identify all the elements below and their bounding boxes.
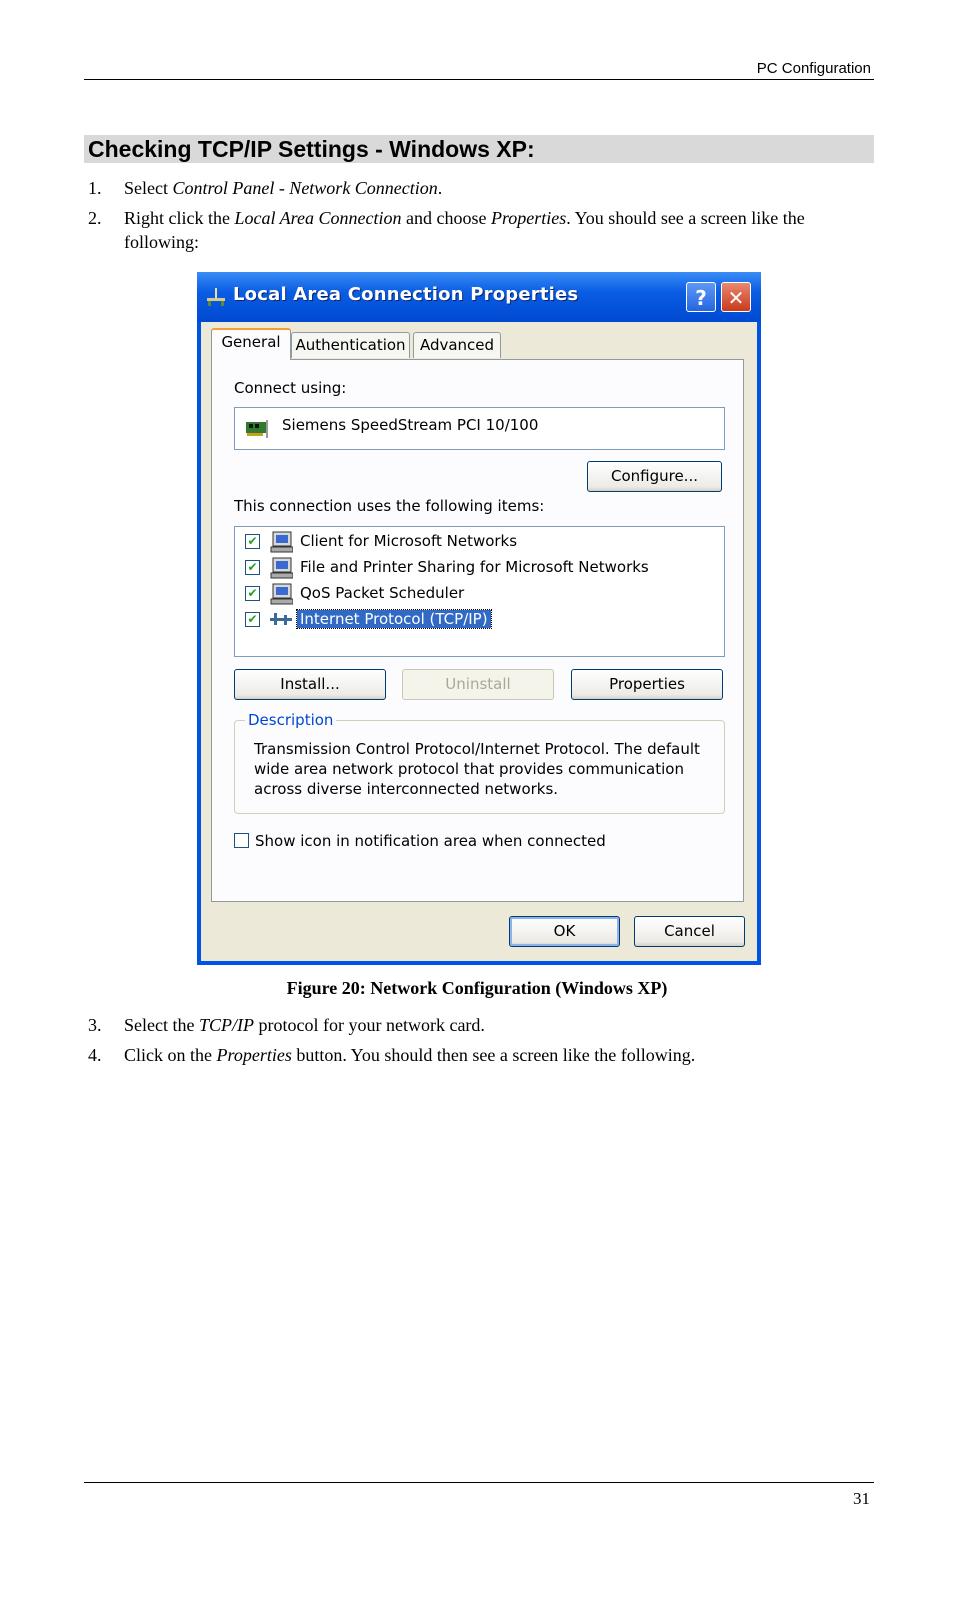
close-button[interactable]: ✕ xyxy=(721,282,751,312)
configure-button[interactable]: Configure... xyxy=(587,461,722,492)
section-title-text: Checking TCP/IP Settings - Windows XP: xyxy=(88,136,535,162)
file-printer-sharing-icon xyxy=(269,557,293,579)
help-button[interactable]: ? xyxy=(686,282,716,312)
page-header xyxy=(84,58,874,80)
adapter-name: Siemens SpeedStream PCI 10/100 xyxy=(282,416,539,434)
notify-option[interactable] xyxy=(234,830,606,850)
properties-button[interactable]: Properties xyxy=(571,669,723,700)
tab-authentication[interactable]: Authentication xyxy=(291,332,410,358)
list-item[interactable] xyxy=(245,557,715,579)
step-3 xyxy=(88,1013,858,1037)
page-number: 31 xyxy=(853,1489,870,1508)
item-label-selected: Internet Protocol (TCP/IP) xyxy=(297,610,491,628)
item-checkbox[interactable]: ✔ xyxy=(245,534,260,549)
item-checkbox[interactable]: ✔ xyxy=(245,560,260,575)
network-connection-icon xyxy=(205,286,227,308)
page-footer xyxy=(84,1482,874,1508)
tab-advanced[interactable]: Advanced xyxy=(413,332,501,358)
items-label: This connection uses the following items: xyxy=(234,497,545,515)
step-1 xyxy=(88,176,858,200)
install-button[interactable]: Install... xyxy=(234,669,386,700)
notify-label: Show icon in notification area when connected xyxy=(255,831,606,850)
lan-properties-dialog xyxy=(197,272,761,965)
item-label: File and Printer Sharing for Microsoft Networks xyxy=(300,558,649,576)
step-text: Right click the Local Area Connection and choose Properties. You should see a screen like the following: xyxy=(124,208,805,252)
step-number: 1. xyxy=(88,178,102,198)
list-item[interactable] xyxy=(245,583,715,605)
step-number: 2. xyxy=(88,208,102,228)
item-label: QoS Packet Scheduler xyxy=(300,584,465,602)
dialog-titlebar[interactable] xyxy=(197,272,761,322)
dialog-title: Local Area Connection Properties xyxy=(233,284,579,305)
header-section-name: PC Configuration xyxy=(756,60,871,77)
item-checkbox[interactable]: ✔ xyxy=(245,612,260,627)
step-text: Select Control Panel - Network Connection. xyxy=(124,178,443,198)
description-title: Description xyxy=(245,711,336,729)
step-number: 4. xyxy=(88,1045,102,1065)
tab-general[interactable]: General xyxy=(211,328,291,360)
uninstall-button[interactable]: Uninstall xyxy=(402,669,554,700)
components-list[interactable] xyxy=(234,526,725,657)
item-label: Client for Microsoft Networks xyxy=(300,532,518,550)
qos-scheduler-icon xyxy=(269,583,293,605)
general-tab-panel xyxy=(211,359,744,902)
cancel-button[interactable]: Cancel xyxy=(634,916,745,947)
adapter-field xyxy=(234,407,725,450)
step-text: Click on the Properties button. You should then see a screen like the following. xyxy=(124,1045,696,1065)
step-number: 3. xyxy=(88,1015,102,1035)
network-client-icon xyxy=(269,531,293,553)
item-checkbox[interactable]: ✔ xyxy=(245,586,260,601)
figure-caption: Figure 20: Network Configuration (Windows XP) xyxy=(286,978,668,998)
step-4 xyxy=(88,1043,858,1067)
description-text: Transmission Control Protocol/Internet Protocol. The default wide area network protocol that provides communication across diverse interconnected networks. xyxy=(254,740,700,798)
protocol-icon xyxy=(269,609,293,631)
list-item[interactable] xyxy=(245,609,715,631)
ok-button[interactable]: OK xyxy=(509,916,620,947)
section-title xyxy=(84,135,874,163)
description-group xyxy=(234,711,725,814)
dialog-client-area xyxy=(201,322,757,961)
step-2 xyxy=(88,206,858,254)
connect-using-label: Connect using: xyxy=(234,379,347,397)
step-text: Select the TCP/IP protocol for your network card. xyxy=(124,1015,485,1035)
list-item[interactable] xyxy=(245,531,715,553)
notify-checkbox[interactable] xyxy=(234,833,249,848)
network-card-icon xyxy=(245,420,269,438)
